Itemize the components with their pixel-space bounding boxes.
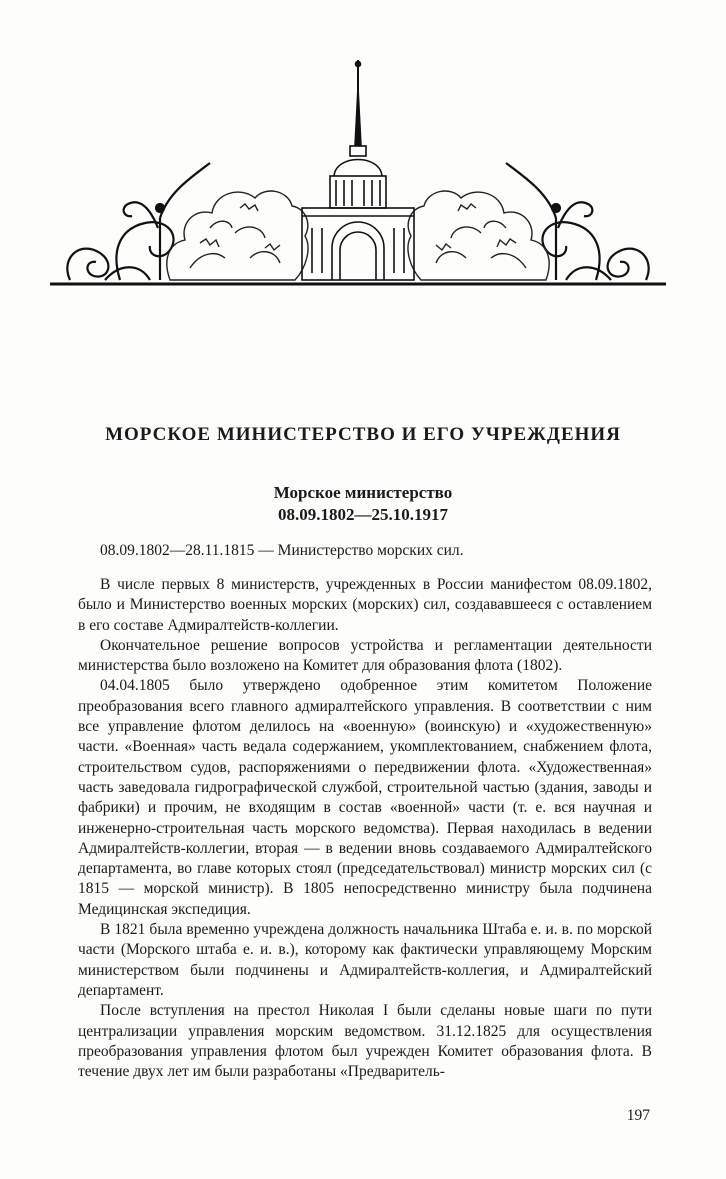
- body-text: [78, 575, 652, 1082]
- page-number: 197: [626, 1107, 650, 1124]
- chapter-title: МОРСКОЕ МИНИСТЕРСТВО И ЕГО УЧРЕЖДЕНИЯ: [105, 424, 621, 445]
- admiralty-vignette-illustration: [50, 58, 666, 290]
- paragraph: После вступления на престол Николая I были сделаны новые шаги по пути централизации управления морским ведомством. 31.12.1825 для осуществления преобразования управления флотом был учрежден Комитет образования флота. В течение двух лет им были разработаны «Предваритель-: [78, 1002, 652, 1081]
- paragraph: В 1821 была временно учреждена должность начальника Штаба е. и. в. по морской части (Морского штаба е. и. в.), которому как фактически управляющему Морским министерством были подчинены и Адмиралтейств-коллегия, и Адмиралтейский департамент.: [78, 921, 652, 999]
- right-scroll-ornament: [506, 163, 649, 280]
- trees-left: [167, 191, 308, 280]
- period-subheading: 08.09.1802—28.11.1815 — Министерство морских сил.: [100, 542, 464, 559]
- trees-right: [408, 191, 549, 280]
- left-scroll-ornament: [67, 163, 210, 280]
- section-title: Морское министерство: [273, 483, 453, 502]
- section-dates: 08.09.1802—25.10.1917: [278, 505, 448, 524]
- paragraph: 04.04.1805 было утверждено одобренное этим комитетом Положение преобразования всего главного адмиралтейского управления. В соответствии с ним все управление флотом делилось на «военную» (воинскую) и «художественную» части. «Военная» часть ведала содержанием, укомплектованием, снабжением флота, строительством судов, распоряжениями о передвижении флота. «Художественная» часть заведовала гидрографической службой, строительной частью (здания, заводы и фабрики) и прочим, не входящим в состав «военной» части (т. е. вся научная и инженерно-строительная часть морского ведомства). Первая находилась в ведении Адмиралтейств-коллегии, вторая — в ведении вновь создаваемого Адмиралтейского департамента, во главе которых стоял (председательствовал) министр морских сил (с 1815 — морской министр). В 1805 непосредственно министру была подчинена Медицинская экспедиция.: [78, 677, 652, 918]
- paragraph: В числе первых 8 министерств, учрежденных в России манифестом 08.09.1802, было и Министерство военных морских (морских) сил, создававшееся с оставлением в его составе Адмиралтейств-коллегии.: [78, 576, 652, 634]
- section-heading: [78, 482, 648, 526]
- paragraph: Окончательное решение вопросов устройства и регламентации деятельности министерства было возложено на Комитет для образования флота (1802).: [78, 636, 652, 675]
- admiralty-building: [302, 60, 414, 280]
